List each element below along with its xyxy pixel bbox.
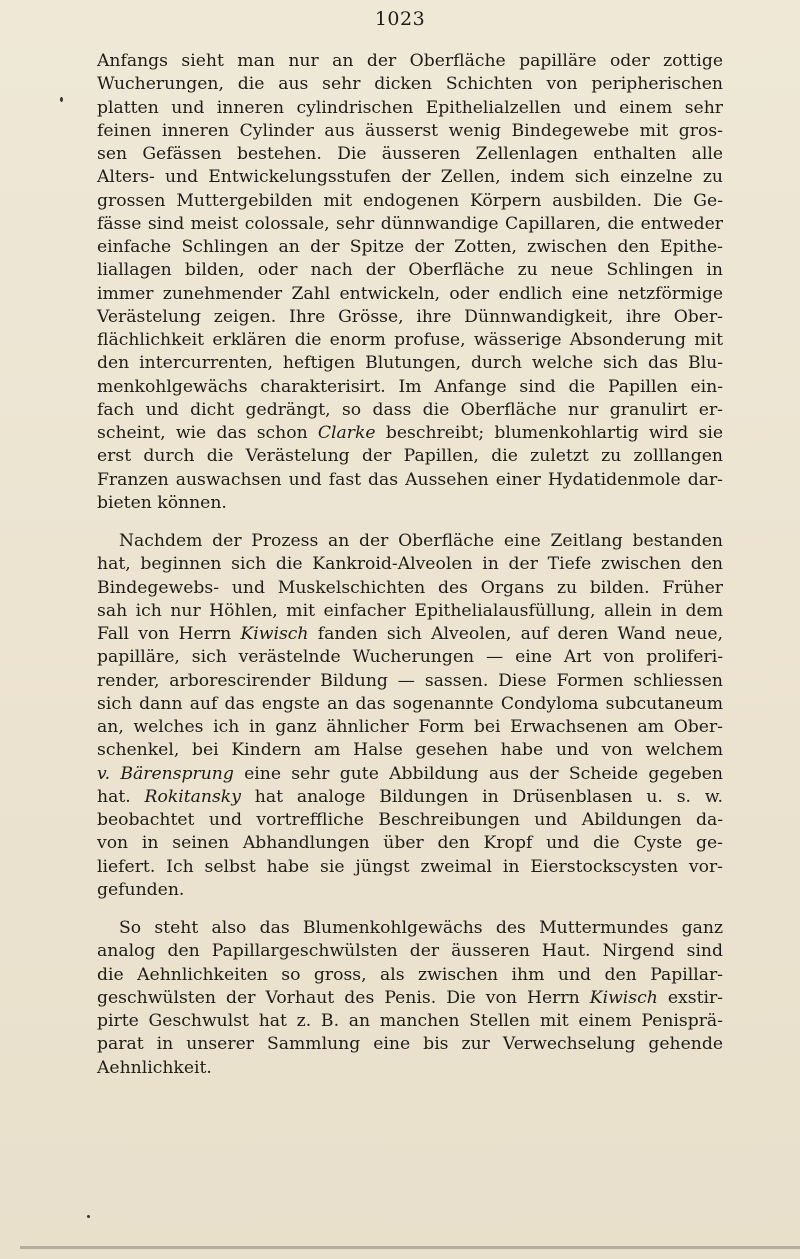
- text-line: Franzen auswachsen und fast das Aussehen einer Hydatidenmole dar-: [97, 469, 723, 490]
- text-line: den intercurrenten, heftigen Blutungen, durch welche sich das Blu-: [97, 353, 723, 374]
- text-line: sah ich nur Höhlen, mit einfacher Epithelialausfüllung, allein in dem: [97, 600, 723, 621]
- text-line: papilläre, sich verästelnde Wucherungen — eine Art von proliferi-: [97, 647, 723, 668]
- text-line: Alters- und Entwickelungsstufen der Zellen, indem sich einzelne zu: [97, 167, 723, 188]
- text-line: bieten können.: [97, 492, 227, 513]
- person-name: v. Bärensprung: [97, 763, 234, 784]
- text-line: geschwülsten der Vorhaut des Penis. Die von Herrn Kiwisch exstir-: [97, 987, 723, 1008]
- text-line: Wucherungen, die aus sehr dicken Schichten von peripherischen: [97, 74, 723, 95]
- text-line: platten und inneren cylindrischen Epithelialzellen und einem sehr: [97, 97, 723, 118]
- text-line: liallagen bilden, oder nach der Oberfläche zu neue Schlingen in: [97, 260, 723, 281]
- person-name: Clarke: [317, 423, 376, 443]
- text-line: pirte Geschwulst hat z. B. an manchen Stellen mit einem Penisprä-: [97, 1011, 723, 1031]
- text-line: hat, beginnen sich die Kankroid-Alveolen in der Tiefe zwischen den: [97, 554, 723, 575]
- print-speck: [87, 1215, 90, 1218]
- page-number: 1023: [374, 8, 426, 30]
- text-line: render, arborescirender Bildung — sassen. Diese Formen schliessen: [97, 670, 723, 691]
- text-line: Fall von Herrn Kiwisch fanden sich Alveolen, auf deren Wand neue,: [97, 624, 724, 644]
- text-line: Aehnlichkeit.: [97, 1057, 212, 1078]
- text-line: Nachdem der Prozess an der Oberfläche eine Zeitlang bestanden: [119, 531, 723, 551]
- paragraph-2: [97, 530, 723, 902]
- text-line: einfache Schlingen an der Spitze der Zotten, zwischen den Epithe-: [97, 237, 723, 257]
- print-speck: [60, 97, 63, 102]
- text-line: beobachtet und vortreffliche Beschreibungen und Abildungen da-: [97, 810, 723, 830]
- text-line: erst durch die Verästelung der Papillen, die zuletzt zu zolllangen: [97, 446, 723, 467]
- text-line: hat. Rokitansky hat analoge Bildungen in Drüsenblasen u. s. w.: [97, 786, 723, 807]
- text-line: grossen Muttergebilden mit endogenen Körpern ausbilden. Die Ge-: [97, 190, 723, 211]
- person-name: Kiwisch: [589, 987, 658, 1008]
- text-line: Anfangs sieht man nur an der Oberfläche papilläre oder zottige: [97, 51, 723, 71]
- text-line: sen Gefässen bestehen. Die äusseren Zellenlagen enthalten alle: [97, 144, 723, 164]
- text-line: fässe sind meist colossale, sehr dünnwandige Capillaren, die entweder: [97, 213, 723, 234]
- text-line: Verästelung zeigen. Ihre Grösse, ihre Dünnwandigkeit, ihre Ober-: [97, 306, 723, 327]
- text-line: parat in unserer Sammlung eine bis zur Verwechselung gehende: [97, 1034, 723, 1055]
- text-line: gefunden.: [97, 879, 185, 900]
- page-bottom-edge: [20, 1246, 800, 1249]
- person-name: Rokitansky: [144, 786, 241, 807]
- text-line: scheint, wie das schon Clarke beschreibt; blumenkohlartig wird sie: [97, 423, 723, 443]
- text-line: So steht also das Blumenkohlgewächs des Muttermundes ganz: [119, 918, 723, 938]
- text-line: fach und dicht gedrängt, so dass die Oberfläche nur granulirt er-: [97, 399, 723, 420]
- text-line: sich dann auf das engste an das sogenannte Condyloma subcutaneum: [97, 693, 723, 714]
- text-line: immer zunehmender Zahl entwickeln, oder endlich eine netzförmige: [97, 283, 723, 304]
- text-line: menkohlgewächs charakterisirt. Im Anfange sind die Papillen ein-: [97, 376, 723, 397]
- text-line: flächlichkeit erklären die enorm profuse, wässerige Absonderung mit: [97, 330, 723, 350]
- person-name: Kiwisch: [240, 624, 309, 644]
- text-line: Bindegewebs- und Muskelschichten des Organs zu bilden. Früher: [97, 577, 723, 598]
- text-line: analog den Papillargeschwülsten der äusseren Haut. Nirgend sind: [97, 941, 723, 962]
- text-line: feinen inneren Cylinder aus äusserst wenig Bindegewebe mit gros-: [97, 120, 723, 141]
- text-line: schenkel, bei Kindern am Halse gesehen habe und von welchem: [97, 740, 723, 761]
- text-line: v. Bärensprung eine sehr gute Abbildung aus der Scheide gegeben: [97, 763, 723, 784]
- text-line: an, welches ich in ganz ähnlicher Form bei Erwachsenen am Ober-: [97, 717, 723, 737]
- page-body: [97, 50, 723, 1080]
- text-line: die Aehnlichkeiten so gross, als zwischen ihm und den Papillar-: [97, 964, 723, 985]
- paragraph-3: [97, 917, 723, 1080]
- text-line: liefert. Ich selbst habe sie jüngst zweimal in Eierstockscysten vor-: [97, 856, 723, 877]
- paragraph-1: [97, 50, 723, 515]
- text-line: von in seinen Abhandlungen über den Kropf und die Cyste ge-: [97, 833, 723, 854]
